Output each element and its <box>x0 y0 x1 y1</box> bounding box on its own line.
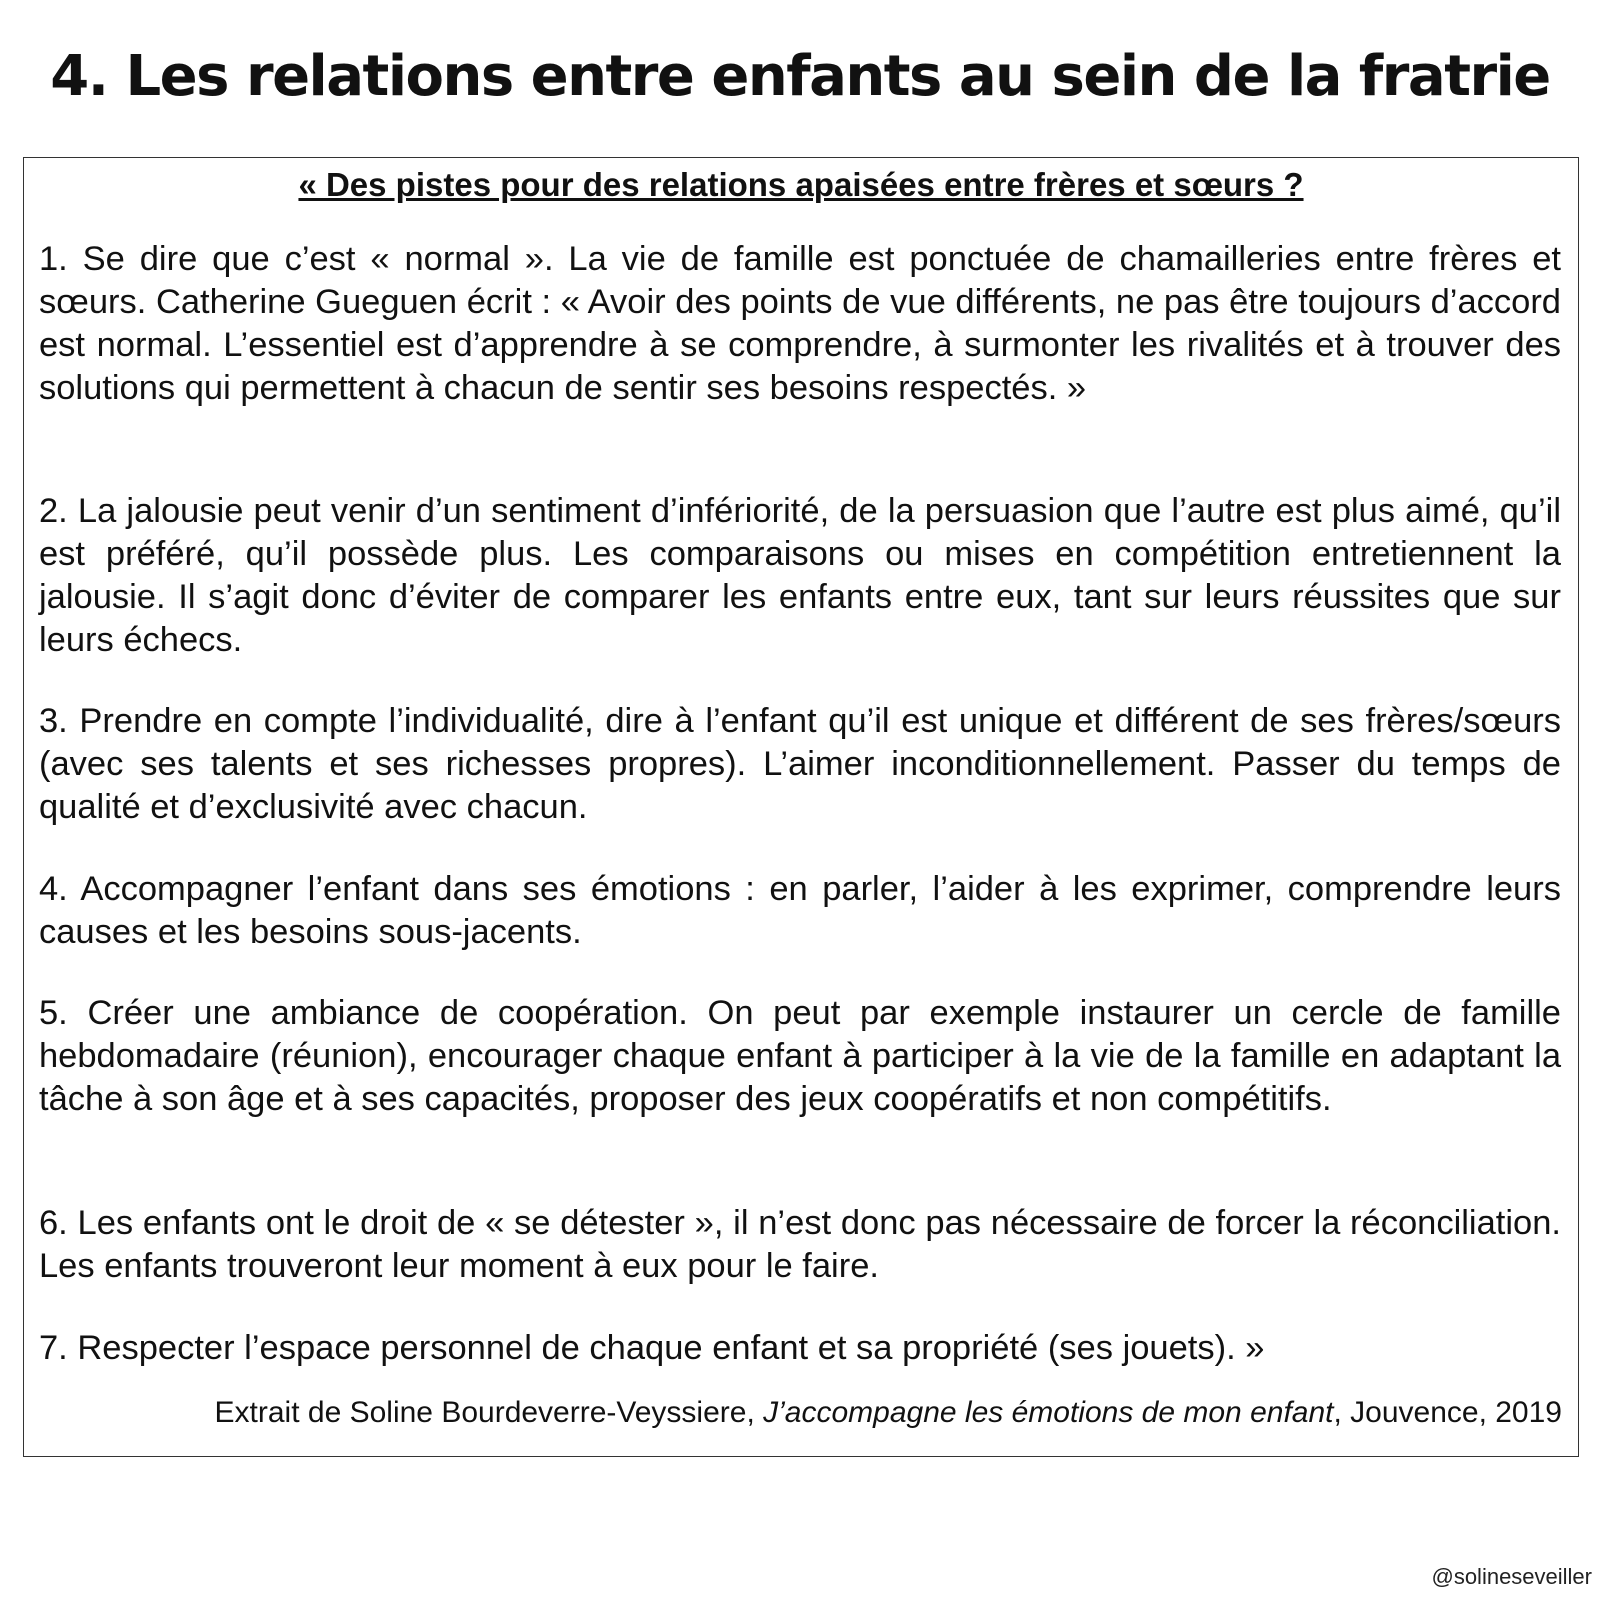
list-item-1: 1. Se dire que c’est « normal ». La vie de famille est ponctuée de chamailleries entre frères et sœurs. Catherine Gueguen écrit : « Avoir des points de vue différents, ne pas être toujours d’accord est normal. L’essentiel est d’apprendre à se comprendre, à surmonter les rivalités et à trouver des solutions qui permettent à chacun de sentir ses besoins respectés. » <box>39 240 1561 407</box>
list-item-3: 3. Prendre en compte l’individualité, dire à l’enfant qu’il est unique et différent de ses frères/sœurs (avec ses talents et ses richesses propres). L’aimer inconditionnellement. Passer du temps de qualité et d’exclusivité avec chacun. <box>39 702 1561 826</box>
box-subtitle: « Des pistes pour des relations apaisées entre frères et sœurs ? <box>298 166 1304 203</box>
source-credit <box>215 1396 1562 1430</box>
list-item-7: 7. Respecter l’espace personnel de chaque enfant et sa propriété (ses jouets). » <box>39 1329 1265 1367</box>
list-item-6: 6. Les enfants ont le droit de « se détester », il n’est donc pas nécessaire de forcer la réconciliation. Les enfants trouveront leur moment à eux pour le faire. <box>39 1204 1561 1285</box>
page-title: 4. Les relations entre enfants au sein de la fratrie <box>50 44 1550 109</box>
author-handle: @solineseveiller <box>1431 1564 1592 1589</box>
content-box <box>23 157 1579 1457</box>
list-item-4: 4. Accompagner l’enfant dans ses émotions : en parler, l’aider à les exprimer, comprendre leurs causes et les besoins sous-jacents. <box>39 870 1561 951</box>
list-item-5: 5. Créer une ambiance de coopération. On peut par exemple instaurer un cercle de famille hebdomadaire (réunion), encourager chaque enfant à participer à la vie de la famille en adaptant la tâche à son âge et à ses capacités, proposer des jeux coopératifs et non compétitifs. <box>39 994 1561 1118</box>
credit-book-title: J’accompagne les émotions de mon enfant <box>763 1396 1334 1429</box>
credit-suffix: , Jouvence, 2019 <box>1333 1396 1562 1429</box>
credit-prefix: Extrait de Soline Bourdeverre-Veyssiere, <box>214 1396 764 1429</box>
list-item-2: 2. La jalousie peut venir d’un sentiment d’infériorité, de la persuasion que l’autre est plus aimé, qu’il est préféré, qu’il possède plus. Les comparaisons ou mises en compétition entretiennent la jalousie. Il s’agit donc d’éviter de comparer les enfants entre eux, tant sur leurs réussites que sur leurs échecs. <box>39 492 1561 659</box>
